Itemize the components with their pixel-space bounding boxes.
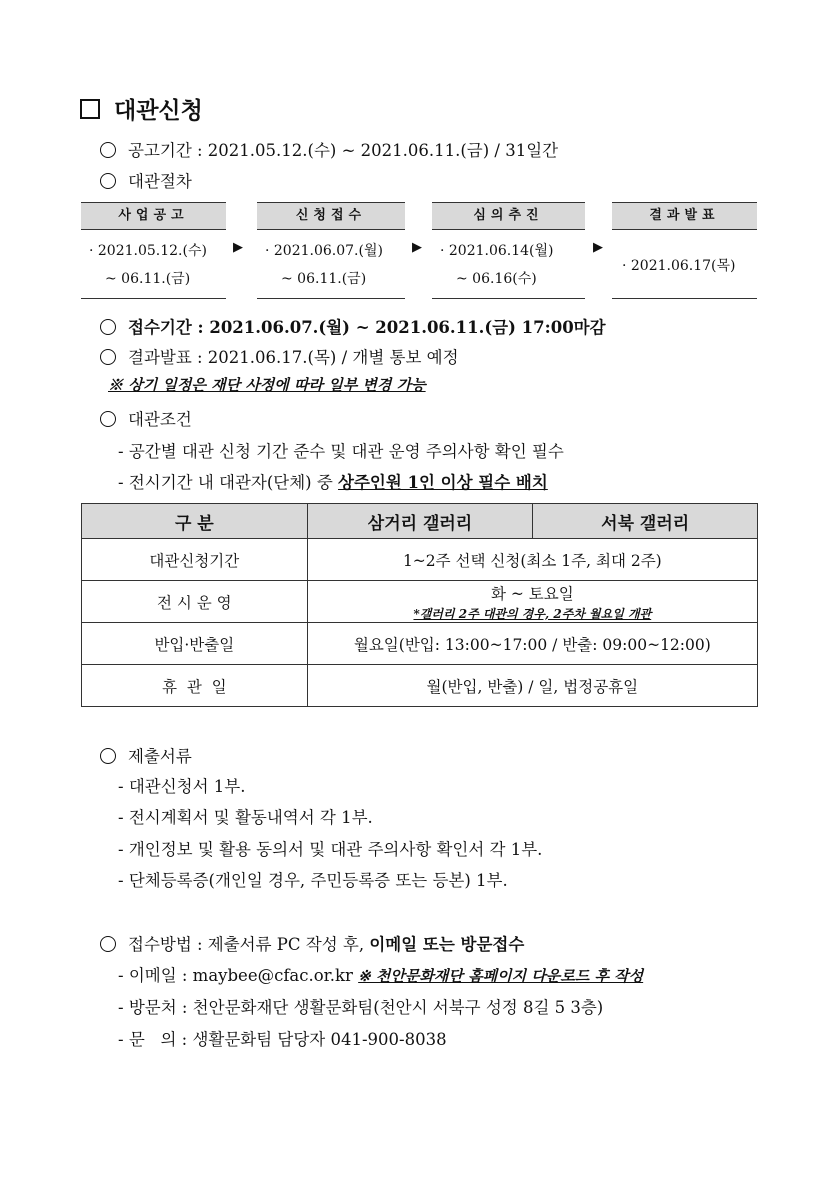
table-header: 삼거리 갤러리 (307, 504, 533, 539)
arrow-right-icon: ▶ (233, 240, 243, 255)
circle-bullet-icon (100, 411, 116, 427)
conditions-heading (100, 406, 192, 430)
reception-period-text: 접수기간 : 2021.06.07.(월) ~ 2021.06.11.(금) 17:00마감 (128, 318, 606, 337)
step-body-4 (612, 230, 757, 299)
step-body-2 (257, 230, 405, 299)
schedule-note: ※ 상기 일정은 재단 사정에 따라 일부 변경 가능 (108, 376, 426, 394)
step-date-end: ~ 06.16(수) (456, 271, 537, 287)
method-text: 접수방법 : 제출서류 PC 작성 후, (128, 935, 370, 954)
result-announce-text: 결과발표 : 2021.06.17.(목) / 개별 통보 예정 (128, 348, 459, 367)
document-item: - 전시계획서 및 활동내역서 각 1부. (118, 808, 373, 827)
step-date-start: · 2021.06.07.(월) (265, 243, 383, 259)
result-announce (100, 344, 459, 368)
row-value: 1~2주 선택 신청(최소 1주, 최대 2주) (307, 539, 757, 581)
section-title (80, 92, 203, 125)
table-header: 서북 갤러리 (533, 504, 758, 539)
document-item: - 개인정보 및 활용 동의서 및 대관 주의사항 확인서 각 1부. (118, 840, 543, 859)
document-item: - 대관신청서 1부. (118, 777, 246, 796)
circle-bullet-icon (100, 173, 116, 189)
conditions-label: 대관조건 (128, 410, 192, 429)
table-row (82, 623, 758, 665)
visit-line: - 방문처 : 천안문화재단 생활문화팀(천안시 서북구 성정 8길 5 3층) (118, 998, 604, 1017)
circle-bullet-icon (100, 748, 116, 764)
circle-bullet-icon (100, 142, 116, 158)
procedure-heading (100, 168, 192, 192)
step-date-start: · 2021.05.12.(수) (89, 243, 207, 259)
step-date-end: ~ 06.11.(금) (105, 271, 191, 287)
checkbox-square-icon (80, 99, 100, 119)
table-header-row (82, 504, 758, 539)
method-emphasis: 이메일 또는 방문접수 (369, 935, 525, 954)
document-item: - 단체등록증(개인일 경우, 주민등록증 또는 등본) 1부. (118, 871, 508, 890)
documents-heading (100, 743, 192, 767)
row-label: 반입·반출일 (82, 623, 308, 665)
row-value: 월(반입, 반출) / 일, 법정공휴일 (307, 665, 757, 707)
row-label: 대관신청기간 (82, 539, 308, 581)
step-date: · 2021.06.17(목) (622, 258, 736, 274)
step-body-3 (432, 230, 585, 299)
circle-bullet-icon (100, 349, 116, 365)
condition-1: - 공간별 대관 신청 기간 준수 및 대관 운영 주의사항 확인 필수 (118, 442, 564, 461)
step-body-1 (81, 230, 226, 299)
arrow-right-icon: ▶ (412, 240, 422, 255)
row-value-cell (307, 581, 757, 623)
table-header: 구 분 (82, 504, 308, 539)
condition-2-emphasis: 상주인원 1인 이상 필수 배치 (338, 473, 548, 492)
row-label: 휴 관 일 (82, 665, 308, 707)
email-line (118, 962, 643, 986)
row-label: 전 시 운 영 (82, 581, 308, 623)
conditions-table (81, 503, 758, 707)
reception-period (100, 314, 606, 338)
contact-line: - 문 의 : 생활문화팀 담당자 041-900-8038 (118, 1030, 447, 1049)
step-head-3: 심의추진 (432, 202, 585, 230)
table-row (82, 539, 758, 581)
step-head-1: 사업공고 (81, 202, 226, 230)
email-text[interactable]: - 이메일 : maybee@cfac.or.kr (118, 966, 359, 985)
table-row (82, 581, 758, 623)
method-heading (100, 931, 524, 955)
condition-2 (118, 469, 548, 493)
circle-bullet-icon (100, 319, 116, 335)
section-title-text: 대관신청 (114, 98, 203, 124)
row-value: 월요일(반입: 13:00~17:00 / 반출: 09:00~12:00) (307, 623, 757, 665)
circle-bullet-icon (100, 936, 116, 952)
email-note: ※ 천안문화재단 홈페이지 다운로드 후 작성 (358, 967, 644, 985)
condition-2-text: - 전시기간 내 대관자(단체) 중 (118, 473, 339, 492)
step-date-start: · 2021.06.14(월) (440, 243, 554, 259)
step-head-2: 신청접수 (257, 202, 405, 230)
step-date-end: ~ 06.11.(금) (281, 271, 367, 287)
step-head-4: 결과발표 (612, 202, 757, 230)
notice-period-text: 공고기간 : 2021.05.12.(수) ~ 2021.06.11.(금) / 31일간 (128, 141, 559, 160)
row-value: 화 ~ 토요일 (490, 584, 574, 603)
notice-period (100, 137, 558, 161)
procedure-label: 대관절차 (128, 172, 192, 191)
row-note: *갤러리 2주 대관의 경우, 2주차 월요일 개관 (413, 606, 652, 621)
arrow-right-icon: ▶ (593, 240, 603, 255)
documents-label: 제출서류 (128, 747, 192, 766)
table-row (82, 665, 758, 707)
